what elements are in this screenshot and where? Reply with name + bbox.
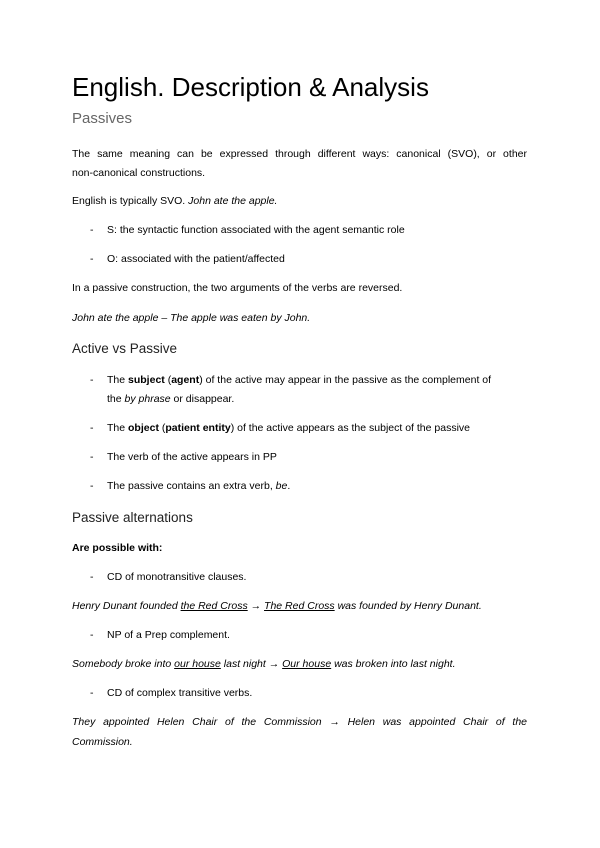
list-item <box>90 448 527 467</box>
passive-paragraph: In a passive construction, the two arguments of the verbs are reversed. <box>72 282 403 294</box>
list-item <box>90 419 527 438</box>
list-dash: - <box>90 480 94 492</box>
bold-term-object: object <box>128 422 159 434</box>
text-run: . <box>287 480 291 492</box>
list-item <box>90 221 527 240</box>
text-run: The <box>107 374 129 386</box>
document-title: English. Description & Analysis <box>72 72 429 102</box>
italic-term-be: be <box>275 480 288 492</box>
list-dash: - <box>90 422 94 434</box>
list-dash: - <box>90 374 94 386</box>
text-run: was broken into last night. <box>331 658 456 670</box>
list-item-text: CD of monotransitive clauses. <box>107 571 247 583</box>
list-item-text <box>107 477 527 496</box>
list-dash: - <box>90 687 94 699</box>
text-run: ( <box>158 422 166 434</box>
svo-text: English is typically SVO. <box>72 195 189 207</box>
document-subtitle: Passives <box>72 110 133 127</box>
bold-term-patient-entity: patient entity <box>165 422 231 434</box>
example-red-cross <box>72 597 527 616</box>
heading-active-vs-passive: Active vs Passive <box>72 341 178 356</box>
list-item <box>90 477 527 496</box>
underlined-phrase: our house <box>174 658 221 670</box>
list-item <box>90 626 527 645</box>
text-run: The passive contains an extra verb, <box>107 480 276 492</box>
text-run: ) of the active appears as the subject of the passive <box>230 422 471 434</box>
bold-term-subject: subject <box>128 374 165 386</box>
list-item-text: S: the syntactic function associated with the agent semantic role <box>107 224 405 236</box>
list-dash: - <box>90 629 94 641</box>
example-helen-line2: Commission. <box>72 736 133 748</box>
passive-example: John ate the apple – The apple was eaten by John. <box>72 312 311 324</box>
text-run: was founded by Henry Dunant. <box>334 600 482 612</box>
italic-term-by-phrase: by phrase <box>124 393 171 405</box>
list-item-text: CD of complex transitive verbs. <box>107 687 253 699</box>
intro-paragraph-line2: non-canonical constructions. <box>72 167 206 179</box>
list-item-text: O: associated with the patient/affected <box>107 253 285 265</box>
list-dash: - <box>90 253 94 265</box>
text-run: Somebody broke into <box>72 658 175 670</box>
underlined-phrase: Our house <box>282 658 332 670</box>
list-dash: - <box>90 451 94 463</box>
text-run: last night → <box>220 658 283 670</box>
heading-passive-alternations: Passive alternations <box>72 510 193 525</box>
example-our-house <box>72 655 527 674</box>
text-run: → <box>247 600 265 612</box>
svo-example: John ate the apple. <box>188 195 278 207</box>
list-dash: - <box>90 224 94 236</box>
list-item-text: NP of a Prep complement. <box>107 629 230 641</box>
text-run: the <box>107 393 125 405</box>
text-run: The <box>107 422 129 434</box>
underlined-phrase: the Red Cross <box>180 600 248 612</box>
list-item <box>90 371 527 409</box>
list-item-text <box>107 419 527 438</box>
list-item-text: The verb of the active appears in PP <box>107 451 277 463</box>
list-item <box>90 568 527 587</box>
list-item-text <box>107 371 527 409</box>
list-item <box>90 684 527 703</box>
underlined-phrase: The Red Cross <box>264 600 335 612</box>
possible-with-label: Are possible with: <box>72 542 163 554</box>
text-run: ( <box>164 374 172 386</box>
text-run: ) of the active may appear in the passive as the complement of <box>199 374 492 386</box>
list-dash: - <box>90 571 94 583</box>
text-run: Henry Dunant founded <box>72 600 181 612</box>
bold-term-agent: agent <box>171 374 200 386</box>
example-helen-line1: They appointed Helen Chair of the Commission → Helen was appointed Chair of the <box>72 716 527 728</box>
svo-paragraph <box>72 192 527 211</box>
text-run: or disappear. <box>170 393 235 405</box>
list-item <box>90 250 527 269</box>
intro-paragraph-line1: The same meaning can be expressed through different ways: canonical (SVO), or other <box>72 148 527 160</box>
